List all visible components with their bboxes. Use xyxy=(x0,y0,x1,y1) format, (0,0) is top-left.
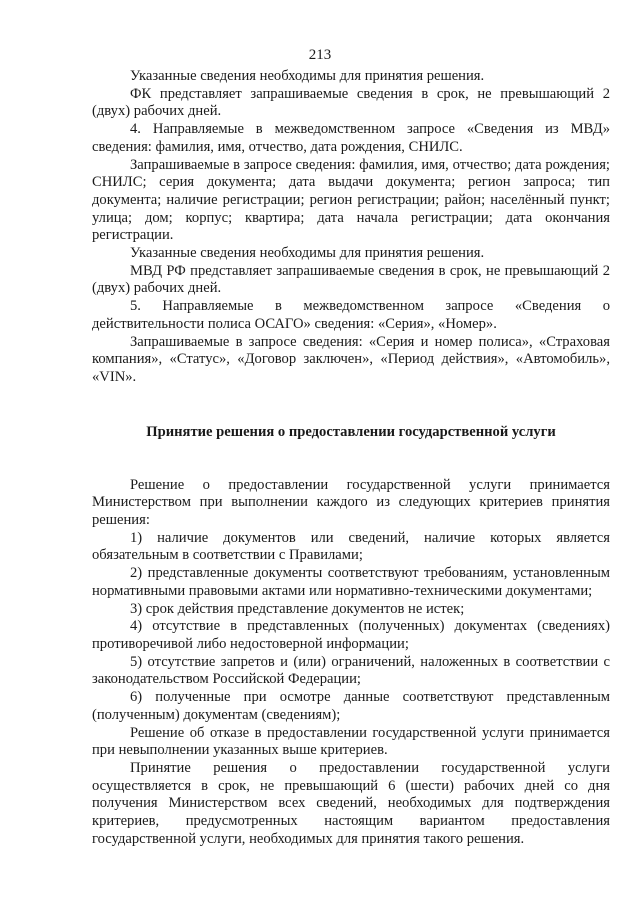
paragraph: Запрашиваемые в запросе сведения: «Серия и номер полиса», «Страховая компания», «Статус», «Договор заключен», «Период действия», «Автомобиль», «VIN». xyxy=(92,333,610,385)
criterion-item: 4) отсутствие в представленных (полученных) документах (сведениях) противоречивой либо недостоверной информации; xyxy=(92,618,610,652)
paragraph: Принятие решения о предоставлении государственной услуги осуществляется в срок, не превышающий 6 (шести) рабочих дней со дня получения Министерством всех сведений, необходимых для подтверждения критериев, предусмотренных настоящим вариантом предоставления государственной услуги, необходимых для принятия такого решения. xyxy=(92,759,610,847)
criterion-item: 1) наличие документов или сведений, наличие которых является обязательным в соответствии с Правилами; xyxy=(92,529,610,564)
paragraph: Решение о предоставлении государственной услуги принимается Министерством при выполнении каждого из следующих критериев принятия решения: xyxy=(92,476,610,529)
document-body xyxy=(92,68,610,848)
page-number: 213 xyxy=(308,47,332,63)
paragraph: 5. Направляемые в межведомственном запросе «Сведения о действительности полиса ОСАГО» сведения: «Серия», «Номер». xyxy=(92,298,610,332)
paragraph: Указанные сведения необходимы для принятия решения. xyxy=(130,245,485,262)
criterion-item: 5) отсутствие запретов и (или) ограничений, наложенных в соответствии с законодательством Российской Федерации; xyxy=(92,653,610,688)
paragraph: ФК представляет запрашиваемые сведения в срок, не превышающий 2 (двух) рабочих дней. xyxy=(92,85,610,120)
criterion-item: 6) полученные при осмотре данные соответствуют представленным (полученным) документам (сведениям); xyxy=(92,689,610,723)
paragraph: МВД РФ представляет запрашиваемые сведения в срок, не превышающий 2 (двух) рабочих дней. xyxy=(92,262,610,297)
criterion-item: 2) представленные документы соответствуют требованиям, установленным нормативными правовыми актами или нормативно-техническими документами; xyxy=(92,565,610,599)
section-heading: Принятие решения о предоставлении государственной услуги xyxy=(146,423,556,440)
paragraph: 4. Направляемые в межведомственном запросе «Сведения из МВД» сведения: фамилия, имя, отчество, дата рождения, СНИЛС. xyxy=(92,121,610,155)
paragraph: Запрашиваемые в запросе сведения: фамилия, имя, отчество; дата рождения; СНИЛС; серия документа; дата выдачи документа; регион запроса; тип документа; наличие регистрации; регион регистрации; район; населённый пункт; улица; дом; корпус; квартира; дата начала регистрации; дата окончания регистрации. xyxy=(92,156,610,244)
paragraph: Указанные сведения необходимы для принятия решения. xyxy=(130,68,485,84)
paragraph: Решение об отказе в предоставлении государственной услуги принимается при невыполнении указанных выше критериев. xyxy=(92,724,610,759)
criterion-item: 3) срок действия представление документов не истек; xyxy=(130,600,465,617)
